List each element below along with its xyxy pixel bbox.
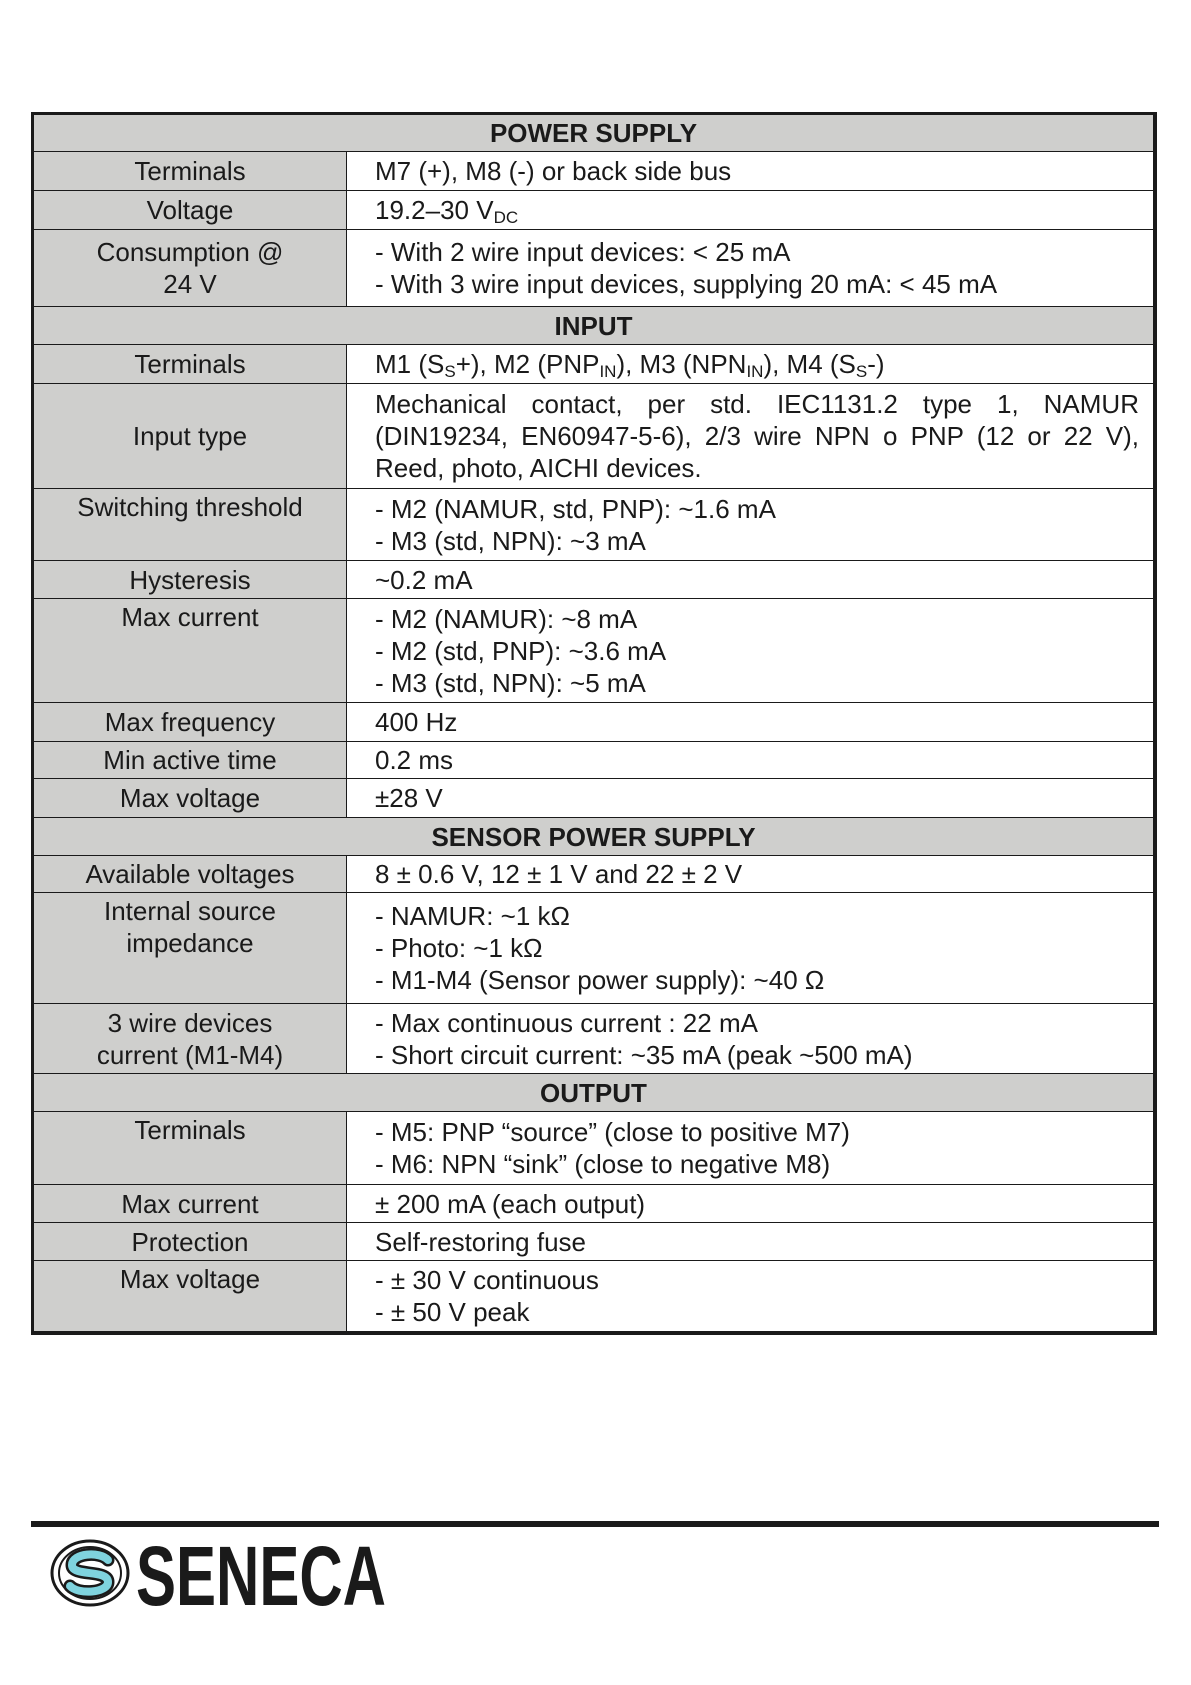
spec-label-line: current (M1-M4) (96, 1039, 284, 1070)
spec-row (33, 1004, 1156, 1074)
section-title: POWER SUPPLY (33, 114, 1156, 152)
value-text: - With 3 wire input devices, supplying 20 mA: < 45 mA (375, 269, 998, 299)
spec-label (33, 191, 347, 230)
spec-label-line: 24 V (163, 269, 217, 299)
spec-value-line (375, 667, 1139, 699)
spec-value-line (375, 1188, 1139, 1220)
spec-value-line (375, 420, 1139, 452)
spec-label-line: Max frequency (104, 707, 276, 737)
spec-value (347, 1112, 1156, 1185)
spec-value (347, 1223, 1156, 1261)
spec-row (33, 703, 1156, 742)
spec-label-line: Voltage (146, 195, 234, 225)
subscript-text: IN (599, 362, 617, 381)
spec-row (33, 1261, 1156, 1333)
spec-label (33, 1223, 347, 1261)
spec-label-line: Max current (121, 1188, 259, 1219)
spec-value-line (375, 155, 1139, 187)
spec-label (33, 489, 347, 561)
spec-value-line (375, 1296, 1139, 1328)
spec-value (347, 1261, 1156, 1333)
spec-row (33, 384, 1156, 489)
spec-value (347, 230, 1156, 307)
spec-value (347, 489, 1156, 561)
spec-value (347, 191, 1156, 230)
spec-label (33, 230, 347, 307)
spec-value-line (375, 564, 1139, 596)
spec-row (33, 779, 1156, 818)
value-text: Mechanical contact, per std. IEC1131.2 type 1, NAMUR (375, 389, 1139, 419)
spec-label-line: Min active time (103, 745, 277, 775)
spec-value (347, 742, 1156, 779)
spec-value-line (375, 388, 1139, 420)
spec-label (33, 856, 347, 893)
spec-value-line (375, 932, 1139, 964)
value-text: - M2 (std, PNP): ~3.6 mA (375, 635, 667, 666)
spec-label-line: Terminals (134, 349, 246, 379)
spec-value (347, 893, 1156, 1004)
value-text: - M5: PNP “source” (close to positive M7) (375, 1117, 850, 1147)
value-text: M1 (S (375, 349, 445, 379)
section-header-row (33, 114, 1156, 152)
spec-label (33, 1112, 347, 1185)
spec-label (33, 893, 347, 1004)
value-text: - ± 50 V peak (375, 1296, 530, 1327)
spec-value-line (375, 858, 1139, 890)
spec-label (33, 742, 347, 779)
spec-label-line: Internal source (104, 896, 276, 926)
spec-row (33, 1112, 1156, 1185)
spec-row (33, 191, 1156, 230)
value-text: +), M2 (PNP (455, 349, 600, 379)
value-text: ~0.2 mA (375, 564, 473, 595)
spec-value-line (375, 1148, 1139, 1180)
subscript-text: IN (746, 362, 764, 381)
value-text: - M2 (NAMUR): ~8 mA (375, 603, 638, 634)
section-header-row (33, 307, 1156, 345)
spec-label-line: Terminals (134, 1115, 246, 1145)
spec-label (33, 703, 347, 742)
spec-value-line (375, 493, 1139, 525)
value-text: - ± 30 V continuous (375, 1264, 599, 1295)
spec-row (33, 599, 1156, 703)
value-text: M7 (+), M8 (-) or back side bus (375, 156, 732, 186)
value-text: ), M3 (NPN (616, 349, 747, 379)
spec-label-line: Protection (131, 1226, 249, 1257)
spec-label (33, 1004, 347, 1074)
value-text: 400 Hz (375, 707, 458, 737)
spec-label-line: Max voltage (119, 1264, 261, 1294)
spec-value (347, 856, 1156, 893)
spec-label-line: Hysteresis (129, 564, 251, 595)
spec-value (347, 703, 1156, 742)
spec-label (33, 599, 347, 703)
spec-row (33, 856, 1156, 893)
seneca-logo (50, 1529, 390, 1623)
spec-row (33, 1223, 1156, 1261)
value-text: 8 ± 0.6 V, 12 ± 1 V and 22 ± 2 V (375, 859, 743, 889)
spec-label-line: Consumption @ (96, 237, 284, 267)
spec-value-line (375, 525, 1139, 557)
spec-row (33, 152, 1156, 191)
spec-label (33, 152, 347, 191)
subscript-text: S (444, 362, 456, 381)
spec-value-line (375, 1264, 1139, 1296)
value-text: - Max continuous current : 22 mA (375, 1007, 758, 1038)
section-title: SENSOR POWER SUPPLY (33, 818, 1156, 856)
value-text: ), M4 (S (763, 349, 856, 379)
section-title: OUTPUT (33, 1074, 1156, 1112)
value-text: - With 2 wire input devices: < 25 mA (375, 237, 791, 267)
spec-value-line (375, 603, 1139, 635)
value-text: - Short circuit current: ~35 mA (peak ~500 mA) (375, 1039, 913, 1070)
spec-value (347, 152, 1156, 191)
subscript-text: S (855, 362, 868, 381)
spec-label-line: Switching threshold (77, 492, 303, 522)
value-text: ±28 V (375, 783, 443, 813)
spec-label-line: 3 wire devices (107, 1007, 273, 1038)
spec-value-line (375, 452, 1139, 484)
spec-label-line: Input type (132, 421, 248, 451)
spec-value-line (375, 236, 1139, 268)
spec-value-line (375, 635, 1139, 667)
spec-value-line (375, 706, 1139, 738)
value-text: - M3 (std, NPN): ~3 mA (375, 525, 646, 556)
spec-label (33, 779, 347, 818)
value-text: Self-restoring fuse (375, 1226, 586, 1257)
spec-label-line: Max voltage (119, 783, 261, 813)
subscript-text: DC (493, 208, 519, 227)
footer-divider (31, 1521, 1159, 1527)
section-title: INPUT (33, 307, 1156, 345)
value-text: (DIN19234, EN60947-5-6), 2/3 wire NPN o PNP (12 or 22 V), (375, 421, 1139, 451)
value-text: Reed, photo, AICHI devices. (375, 453, 702, 483)
spec-value-line (375, 1007, 1139, 1039)
spec-row (33, 230, 1156, 307)
value-text: ± 200 mA (each output) (375, 1188, 646, 1219)
section-header-row (33, 818, 1156, 856)
spec-value (347, 779, 1156, 818)
spec-label (33, 1261, 347, 1333)
spec-row (33, 742, 1156, 779)
spec-value (347, 384, 1156, 489)
spec-value-line (375, 194, 1139, 226)
value-text: - Photo: ~1 kΩ (375, 933, 543, 963)
value-text: - M6: NPN “sink” (close to negative M8) (375, 1149, 831, 1179)
spec-value-line (375, 744, 1139, 776)
spec-value (347, 561, 1156, 599)
spec-label (33, 1185, 347, 1223)
spec-value-line (375, 1116, 1139, 1148)
spec-value (347, 599, 1156, 703)
spec-label (33, 384, 347, 489)
spec-value (347, 1004, 1156, 1074)
spec-value-line (375, 900, 1139, 932)
spec-value-line (375, 964, 1139, 996)
svg-text:SENECA: SENECA (136, 1529, 386, 1623)
spec-label (33, 345, 347, 384)
value-text: - NAMUR: ~1 kΩ (375, 901, 570, 931)
spec-value-line (375, 782, 1139, 814)
spec-value-line (375, 268, 1139, 300)
value-text: 19.2–30 V (375, 195, 494, 225)
spec-label-line: Terminals (134, 156, 246, 186)
spec-label-line: Available voltages (85, 859, 295, 889)
spec-row (33, 1185, 1156, 1223)
spec-row (33, 561, 1156, 599)
specifications-table (31, 112, 1157, 1335)
value-text: 0.2 ms (375, 745, 454, 775)
spec-value-line (375, 1226, 1139, 1258)
spec-label-line: impedance (126, 928, 254, 958)
value-text: - M1-M4 (Sensor power supply): ~40 Ω (375, 965, 825, 995)
value-text: - M3 (std, NPN): ~5 mA (375, 667, 646, 698)
spec-row (33, 893, 1156, 1004)
spec-label (33, 561, 347, 599)
value-text: - M2 (NAMUR, std, PNP): ~1.6 mA (375, 493, 776, 524)
spec-row (33, 489, 1156, 561)
section-header-row (33, 1074, 1156, 1112)
spec-label-line: Max current (121, 602, 259, 632)
value-text: -) (867, 349, 885, 379)
spec-value-line (375, 1039, 1139, 1071)
spec-value-line (375, 348, 1139, 380)
spec-value (347, 345, 1156, 384)
spec-value (347, 1185, 1156, 1223)
spec-row (33, 345, 1156, 384)
